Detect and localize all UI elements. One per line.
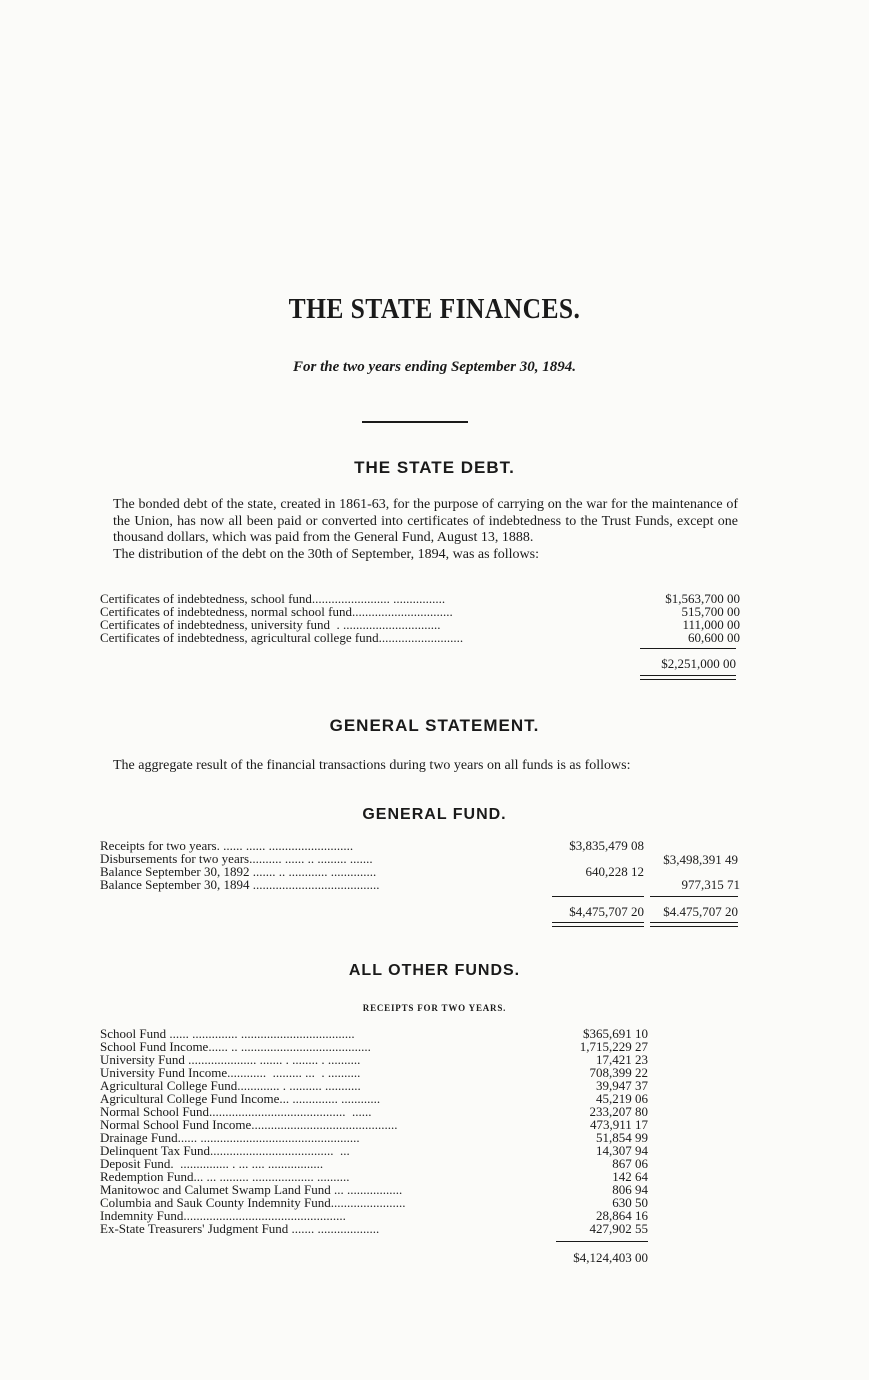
row-amount: 60,600 00 — [688, 630, 740, 645]
row-label: Columbia and Sauk County Indemnity Fund....................... — [100, 1195, 406, 1210]
row-label: Normal School Fund.......................................... ...... — [100, 1104, 372, 1119]
other-funds-heading: ALL OTHER FUNDS. — [348, 962, 521, 979]
other-funds-subheading: RECEIPTS FOR TWO YEARS. — [362, 1003, 507, 1013]
title-divider — [362, 421, 468, 423]
row-label: Indemnity Fund.................................................. — [100, 1208, 346, 1223]
row-amount: 45,219 06 — [596, 1091, 648, 1106]
row-amount: $1,563,700 00 — [665, 591, 740, 606]
credit-subtotal-rule — [650, 896, 738, 897]
disbursements-amount: $3,498,391 49 — [663, 852, 738, 867]
state-debt-heading: THE STATE DEBT. — [354, 458, 515, 477]
debit-subtotal-rule — [552, 896, 644, 897]
row-amount: 39,947 37 — [596, 1078, 648, 1093]
page-subtitle: For the two years ending September 30, 1894. — [293, 359, 576, 375]
row-label: Receipts for two years. ...... ...... .......................... — [100, 838, 354, 853]
row-label: School Fund Income...... .. ........................................ — [100, 1039, 371, 1054]
general-statement-heading: GENERAL STATEMENT. — [329, 716, 540, 735]
other-funds-total-rule — [556, 1241, 648, 1242]
row-label: Drainage Fund...... ................................................. — [100, 1130, 360, 1145]
row-label: Disbursements for two years.......... ...... .. ......... ....... — [100, 851, 373, 866]
row-amount: 708,399 22 — [589, 1065, 648, 1080]
subtotal-rule — [640, 648, 736, 649]
row-label: Ex-State Treasurers' Judgment Fund ....... ................... — [100, 1221, 380, 1236]
state-debt-table — [100, 592, 740, 644]
row-amount: 473,911 17 — [589, 1117, 648, 1132]
row-label: Balance September 30, 1894 ....................................... — [100, 877, 380, 892]
row-amount: 51,854 99 — [596, 1130, 648, 1145]
general-statement-paragraph — [100, 758, 738, 775]
state-debt-paragraph-1: The bonded debt of the state, created in 1861-63, for the purpose of carrying on the war for the maintenance of the Union, has now all been paid or converted into certificates of indebtedness to the Trust Funds, except one thousand dollars, which was paid from the General Fund, August 13, 1888. — [113, 497, 738, 545]
row-amount: 17,421 23 — [596, 1052, 648, 1067]
other-funds-total: $4,124,403 00 — [573, 1250, 648, 1265]
other-funds-amounts — [548, 1027, 648, 1235]
row-amount: 867 06 — [612, 1156, 648, 1171]
table-row — [100, 878, 740, 891]
row-amount: 630 50 — [612, 1195, 648, 1210]
row-label: University Fund ..................... ....... . ........ . .......... — [100, 1052, 361, 1067]
general-fund-total-debit: $4,475,707 20 — [569, 904, 644, 919]
state-debt-total: $2,251,000 00 — [661, 656, 736, 671]
row-label: Certificates of indebtedness, agricultural college fund.......................... — [100, 630, 464, 645]
row-label: Redemption Fund... ... ......... ................... .......... — [100, 1169, 350, 1184]
row-label: School Fund ...... .............. ................................... — [100, 1026, 355, 1041]
row-label: Manitowoc and Calumet Swamp Land Fund ... ................. — [100, 1182, 403, 1197]
table-row — [548, 1222, 648, 1235]
state-debt-paragraph-2: The distribution of the debt on the 30th of September, 1894, was as follows: — [113, 546, 539, 562]
credit-double-rule — [650, 922, 738, 927]
row-amount: 515,700 00 — [681, 604, 740, 619]
row-amount: 111,000 00 — [682, 617, 740, 632]
table-row — [100, 631, 740, 644]
row-label: Certificates of indebtedness, school fund........................ ................ — [100, 591, 446, 606]
row-label: University Fund Income............ ......... ... . .......... — [100, 1065, 361, 1080]
row-amount: 28,864 16 — [596, 1208, 648, 1223]
state-debt-paragraph — [100, 497, 738, 563]
general-statement-text: The aggregate result of the financial transactions during two years on all funds is as follows: — [113, 758, 631, 773]
page-title: THE STATE FINANCES. — [288, 293, 581, 325]
general-fund-total-credit: $4.475,707 20 — [663, 904, 738, 919]
row-amount: 233,207 80 — [589, 1104, 648, 1119]
row-credit: 977,315 71 — [681, 877, 740, 892]
debit-double-rule — [552, 922, 644, 927]
row-debit: 640,228 12 — [585, 864, 644, 879]
row-amount: 806 94 — [612, 1182, 648, 1197]
row-amount: 14,307 94 — [596, 1143, 648, 1158]
general-fund-heading: GENERAL FUND. — [362, 806, 507, 823]
row-label: Agricultural College Fund Income... .............. ............ — [100, 1091, 381, 1106]
total-double-rule — [640, 675, 736, 680]
row-label: Delinquent Tax Fund...................................... ... — [100, 1143, 350, 1158]
row-label: Certificates of indebtedness, normal school fund............................... — [100, 604, 453, 619]
row-label: Balance September 30, 1892 ....... .. ............ .............. — [100, 864, 377, 879]
row-label: Deposit Fund. ............... . ... .... ................. — [100, 1156, 324, 1171]
row-amount: $365,691 10 — [583, 1026, 648, 1041]
row-label: Agricultural College Fund............. . .......... ........... — [100, 1078, 361, 1093]
row-amount: 1,715,229 27 — [579, 1039, 648, 1054]
row-amount: 142 64 — [612, 1169, 648, 1184]
row-label: Normal School Fund Income............................................. — [100, 1117, 398, 1132]
row-label: Certificates of indebtedness, university fund . .............................. — [100, 617, 441, 632]
row-debit: $3,835,479 08 — [569, 838, 644, 853]
row-amount: 427,902 55 — [589, 1221, 648, 1236]
